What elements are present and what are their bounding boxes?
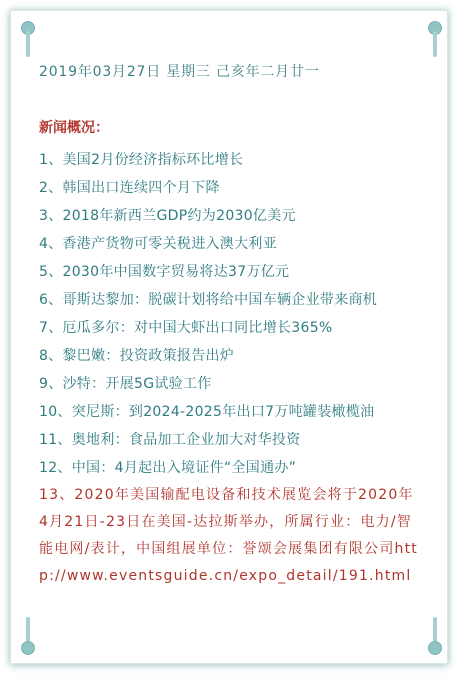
pin-bottom-right-icon <box>428 617 442 657</box>
news-item-5: 5、2030年中国数字贸易将达37万亿元 <box>39 264 290 280</box>
news-list <box>39 146 421 590</box>
date-line: 2019年03月27日 星期三 己亥年二月廿一 <box>39 64 320 80</box>
section-title: 新闻概况： <box>39 120 109 136</box>
news-item-9: 9、沙特：开展5G试验工作 <box>39 376 212 392</box>
news-item-13[interactable]: 13、2020年美国输配电设备和技术展览会将于2020年4月21日-23日在美国-达拉斯举办，所属行业：电力/智能电网/表计，中国组展单位：誉颂会展集团有限公司http://www.eventsguide.cn/expo_detail/191.html <box>39 487 418 584</box>
pin-top-left-icon <box>21 21 35 61</box>
news-item-11: 11、奥地利：食品加工企业加大对华投资 <box>39 432 301 448</box>
pin-bottom-left-icon <box>21 617 35 657</box>
news-item-3: 3、2018年新西兰GDP约为2030亿美元 <box>39 208 296 224</box>
article-content <box>39 62 421 590</box>
news-item-6: 6、哥斯达黎加：脱碳计划将给中国车辆企业带来商机 <box>39 292 378 308</box>
news-item-2: 2、韩国出口连续四个月下降 <box>39 180 220 196</box>
news-item-4: 4、香港产货物可零关税进入澳大利亚 <box>39 236 278 252</box>
pin-top-right-icon <box>428 21 442 61</box>
news-item-12: 12、中国：4月起出入境证件“全国通办” <box>39 460 297 476</box>
news-item-1: 1、美国2月份经济指标环比增长 <box>39 152 244 168</box>
news-item-10: 10、突尼斯：到2024-2025年出口7万吨罐装橄榄油 <box>39 404 375 420</box>
news-item-7: 7、厄瓜多尔：对中国大虾出口同比增长365% <box>39 320 333 336</box>
news-item-8: 8、黎巴嫩：投资政策报告出炉 <box>39 348 235 364</box>
